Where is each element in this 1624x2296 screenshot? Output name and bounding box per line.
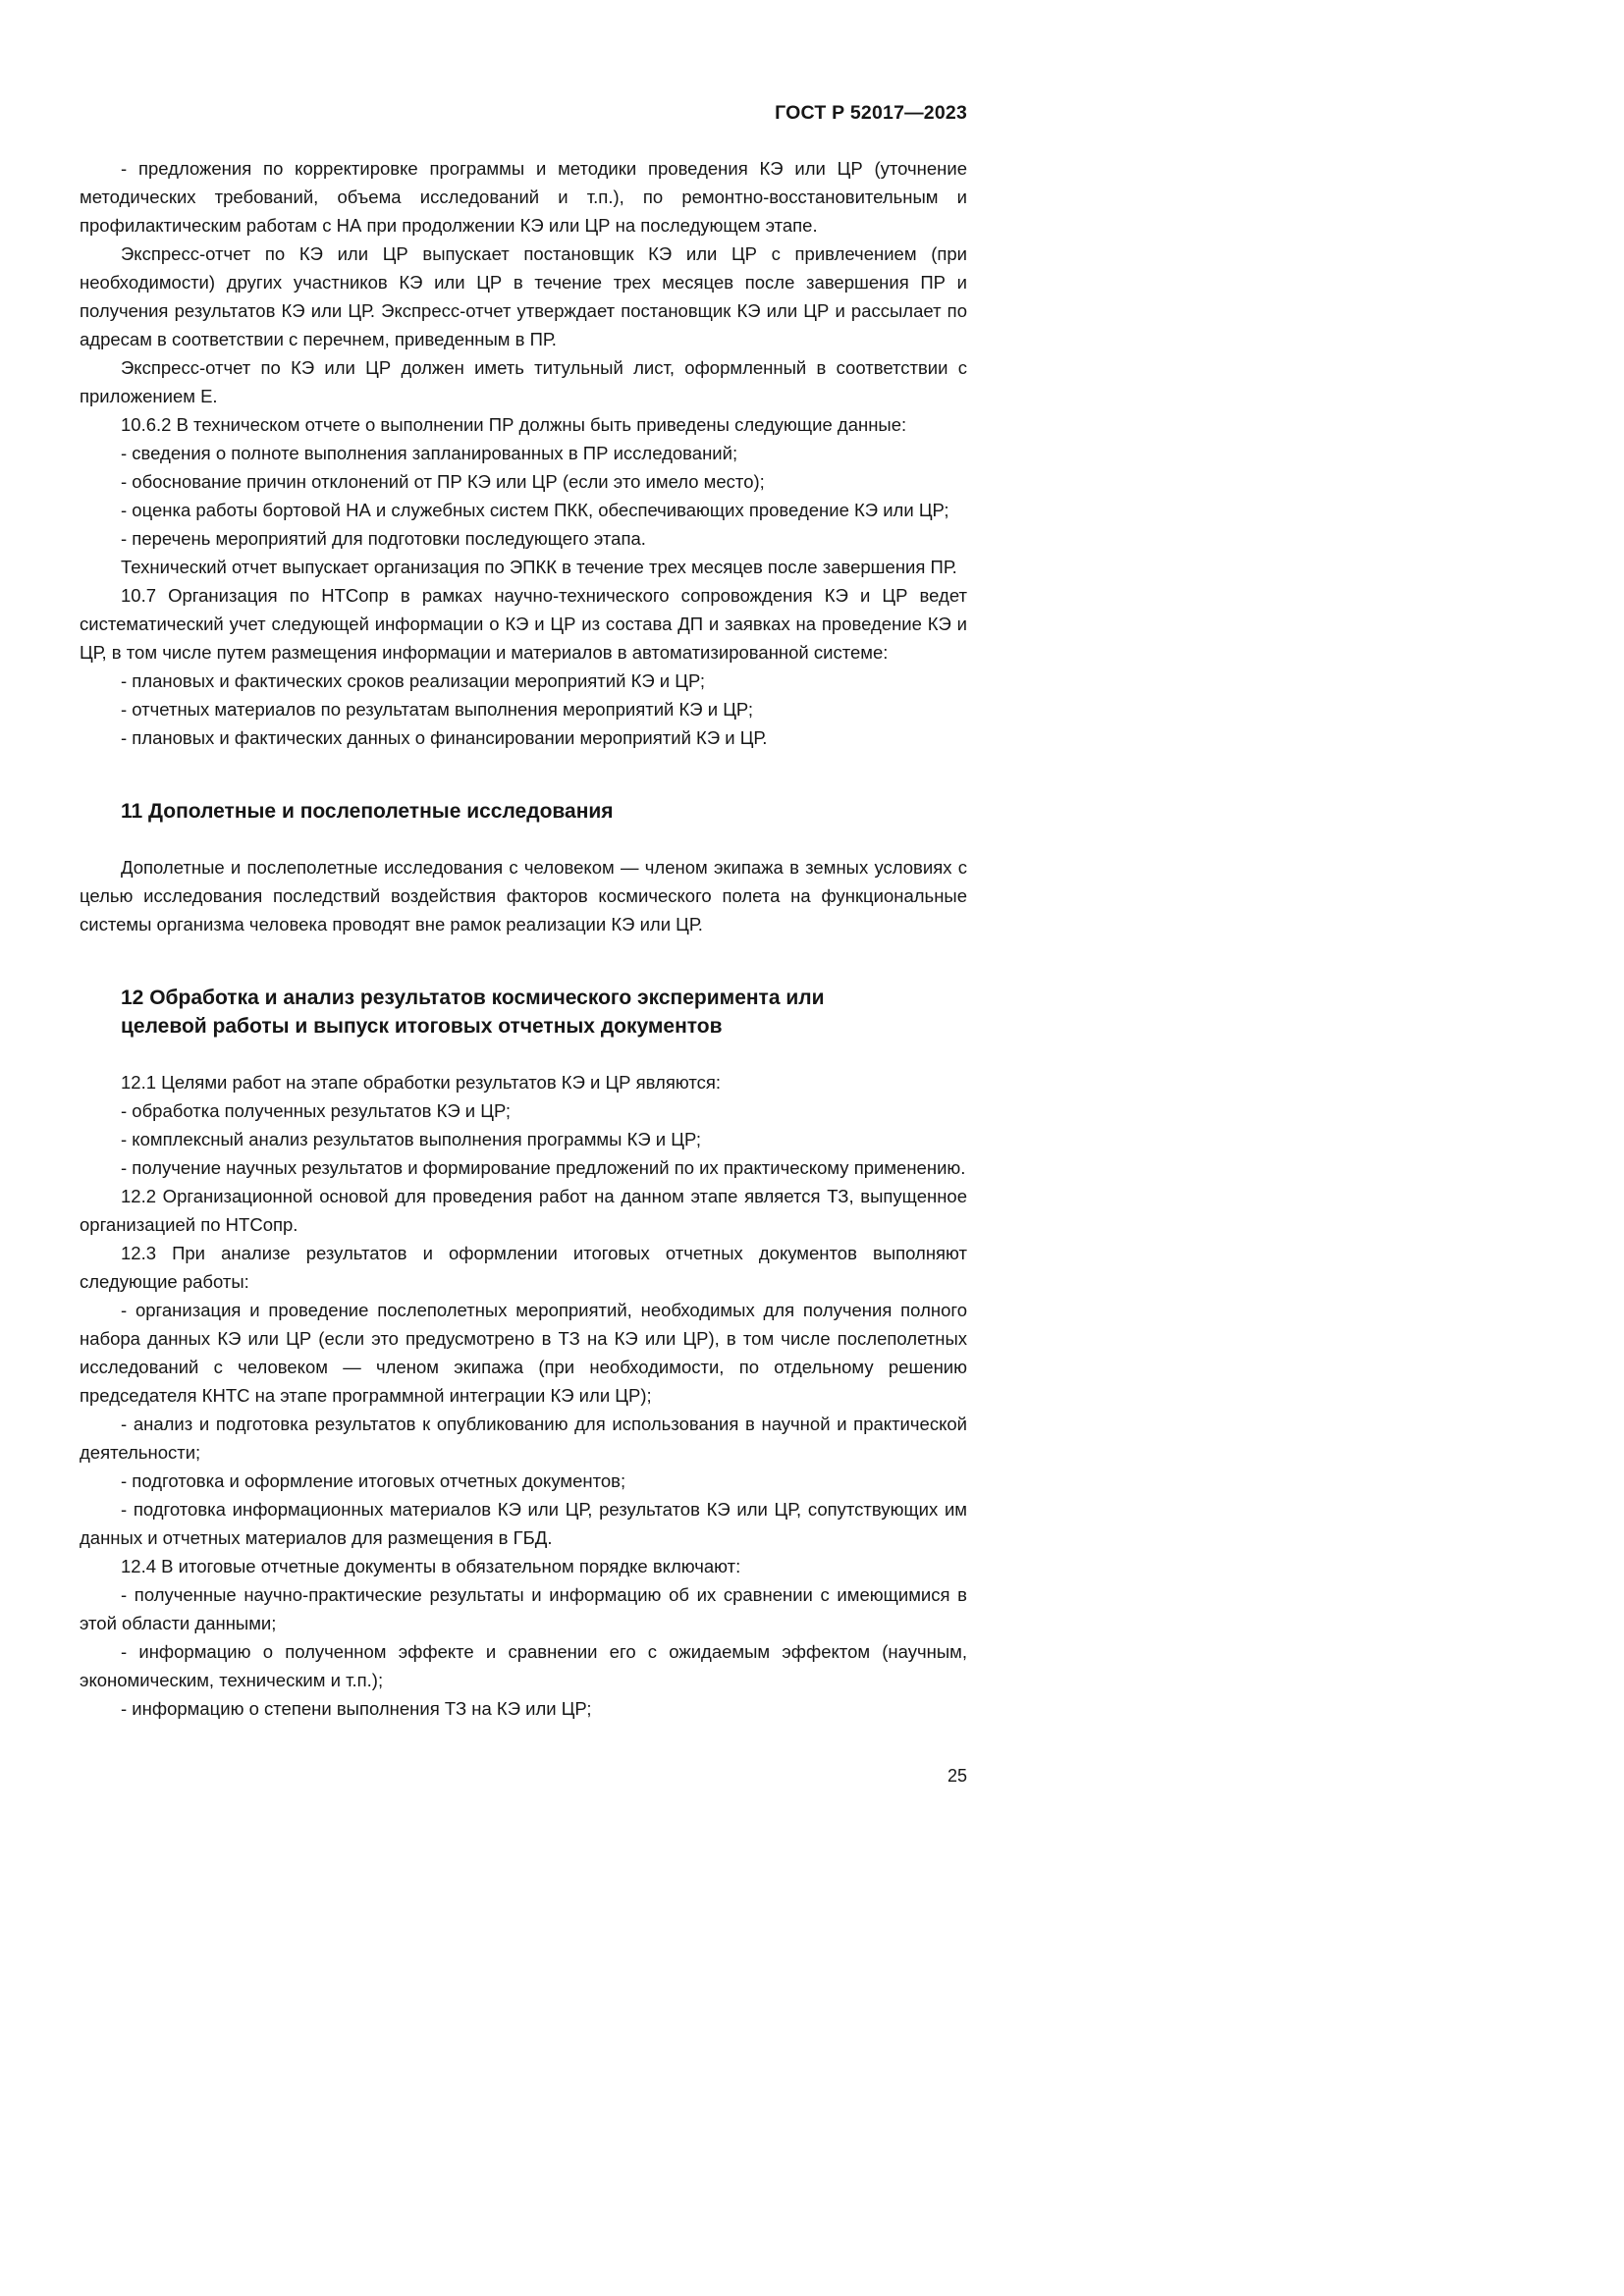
list-item: - комплексный анализ результатов выполнения программы КЭ и ЦР;	[121, 1129, 702, 1149]
paragraph: Экспресс-отчет по КЭ или ЦР должен иметь титульный лист, оформленный в соответствии с приложением Е.	[80, 357, 967, 406]
list-item: - информацию о степени выполнения ТЗ на КЭ или ЦР;	[121, 1698, 592, 1719]
paragraph: 10.7 Организация по НТСопр в рамках научно-технического сопровождения КЭ и ЦР ведет систематический учет следующей информации о КЭ и ЦР из состава ДП и заявках на проведение КЭ и ЦР, в том числе путем размещения информации и материалов в автоматизированной системе:	[80, 585, 967, 663]
list-item: - подготовка и оформление итоговых отчетных документов;	[121, 1470, 626, 1491]
paragraph: 12.3 При анализе результатов и оформлении итоговых отчетных документов выполняют следующие работы:	[80, 1243, 967, 1292]
list-item: - обработка полученных результатов КЭ и ЦР;	[121, 1100, 512, 1121]
page-number: 25	[947, 1766, 967, 1786]
paragraph: 10.6.2 В техническом отчете о выполнении ПР должны быть приведены следующие данные:	[121, 414, 907, 435]
list-item: - организация и проведение послеполетных мероприятий, необходимых для получения полного набора данных КЭ или ЦР (если это предусмотрено в ТЗ на КЭ или ЦР), в том числе послеполетных исследований с человеком — членом экипажа (при необходимости, по отдельному решению председателя КНТС на этапе программной интеграции КЭ или ЦР);	[80, 1300, 967, 1406]
paragraph: 12.1 Целями работ на этапе обработки результатов КЭ и ЦР являются:	[121, 1072, 722, 1093]
paragraph: 12.2 Организационной основой для проведения работ на данном этапе является ТЗ, выпущенное организацией по НТСопр.	[80, 1186, 967, 1235]
list-item: - перечень мероприятий для подготовки последующего этапа.	[121, 528, 646, 549]
list-item: - предложения по корректировке программы и методики проведения КЭ или ЦР (уточнение методических требований, объема исследований и т.п.), по ремонтно-восстановительным и профилактическим работам с НА при продолжении КЭ или ЦР на последующем этапе.	[80, 158, 967, 236]
list-item: - отчетных материалов по результатам выполнения мероприятий КЭ и ЦР;	[121, 699, 753, 720]
list-item: - получение научных результатов и формирование предложений по их практическому применению.	[121, 1157, 966, 1178]
paragraph: Технический отчет выпускает организация по ЭПКК в течение трех месяцев после завершения ПР.	[121, 557, 957, 577]
list-item: - сведения о полноте выполнения запланированных в ПР исследований;	[121, 443, 738, 463]
list-item: - плановых и фактических сроков реализации мероприятий КЭ и ЦР;	[121, 670, 706, 691]
list-item: - полученные научно-практические результаты и информацию об их сравнении с имеющимися в этой области данными;	[80, 1584, 967, 1633]
page-body	[80, 154, 967, 1723]
list-item: - плановых и фактических данных о финансировании мероприятий КЭ и ЦР.	[121, 727, 768, 748]
section-heading: 12 Обработка и анализ результатов космического эксперимента или целевой работы и выпуск итоговых отчетных документов	[121, 987, 825, 1038]
list-item: - оценка работы бортовой НА и служебных систем ПКК, обеспечивающих проведение КЭ или ЦР;	[121, 500, 949, 520]
document-page	[80, 102, 967, 1826]
paragraph: 12.4 В итоговые отчетные документы в обязательном порядке включают:	[121, 1556, 741, 1576]
list-item: - обоснование причин отклонений от ПР КЭ или ЦР (если это имело место);	[121, 471, 765, 492]
paragraph: Экспресс-отчет по КЭ или ЦР выпускает постановщик КЭ или ЦР с привлечением (при необходимости) других участников КЭ или ЦР в течение трех месяцев после завершения ПР и получения результатов КЭ или ЦР. Экспресс-отчет утверждает постановщик КЭ или ЦР и рассылает по адресам в соответствии с перечнем, приведенным в ПР.	[80, 243, 967, 349]
section-heading: 11 Дополетные и послеполетные исследования	[121, 800, 614, 823]
list-item: - подготовка информационных материалов КЭ или ЦР, результатов КЭ или ЦР, сопутствующих им данных и отчетных материалов для размещения в ГБД.	[80, 1499, 967, 1548]
list-item: - анализ и подготовка результатов к опубликованию для использования в научной и практической деятельности;	[80, 1414, 967, 1463]
doc-code-header: ГОСТ Р 52017—2023	[775, 102, 967, 124]
list-item: - информацию о полученном эффекте и сравнении его с ожидаемым эффектом (научным, экономическим, техническим и т.п.);	[80, 1641, 967, 1690]
paragraph: Дополетные и послеполетные исследования с человеком — членом экипажа в земных условиях с целью исследования последствий воздействия факторов космического полета на функциональные системы организма человека проводят вне рамок реализации КЭ или ЦР.	[80, 857, 967, 934]
